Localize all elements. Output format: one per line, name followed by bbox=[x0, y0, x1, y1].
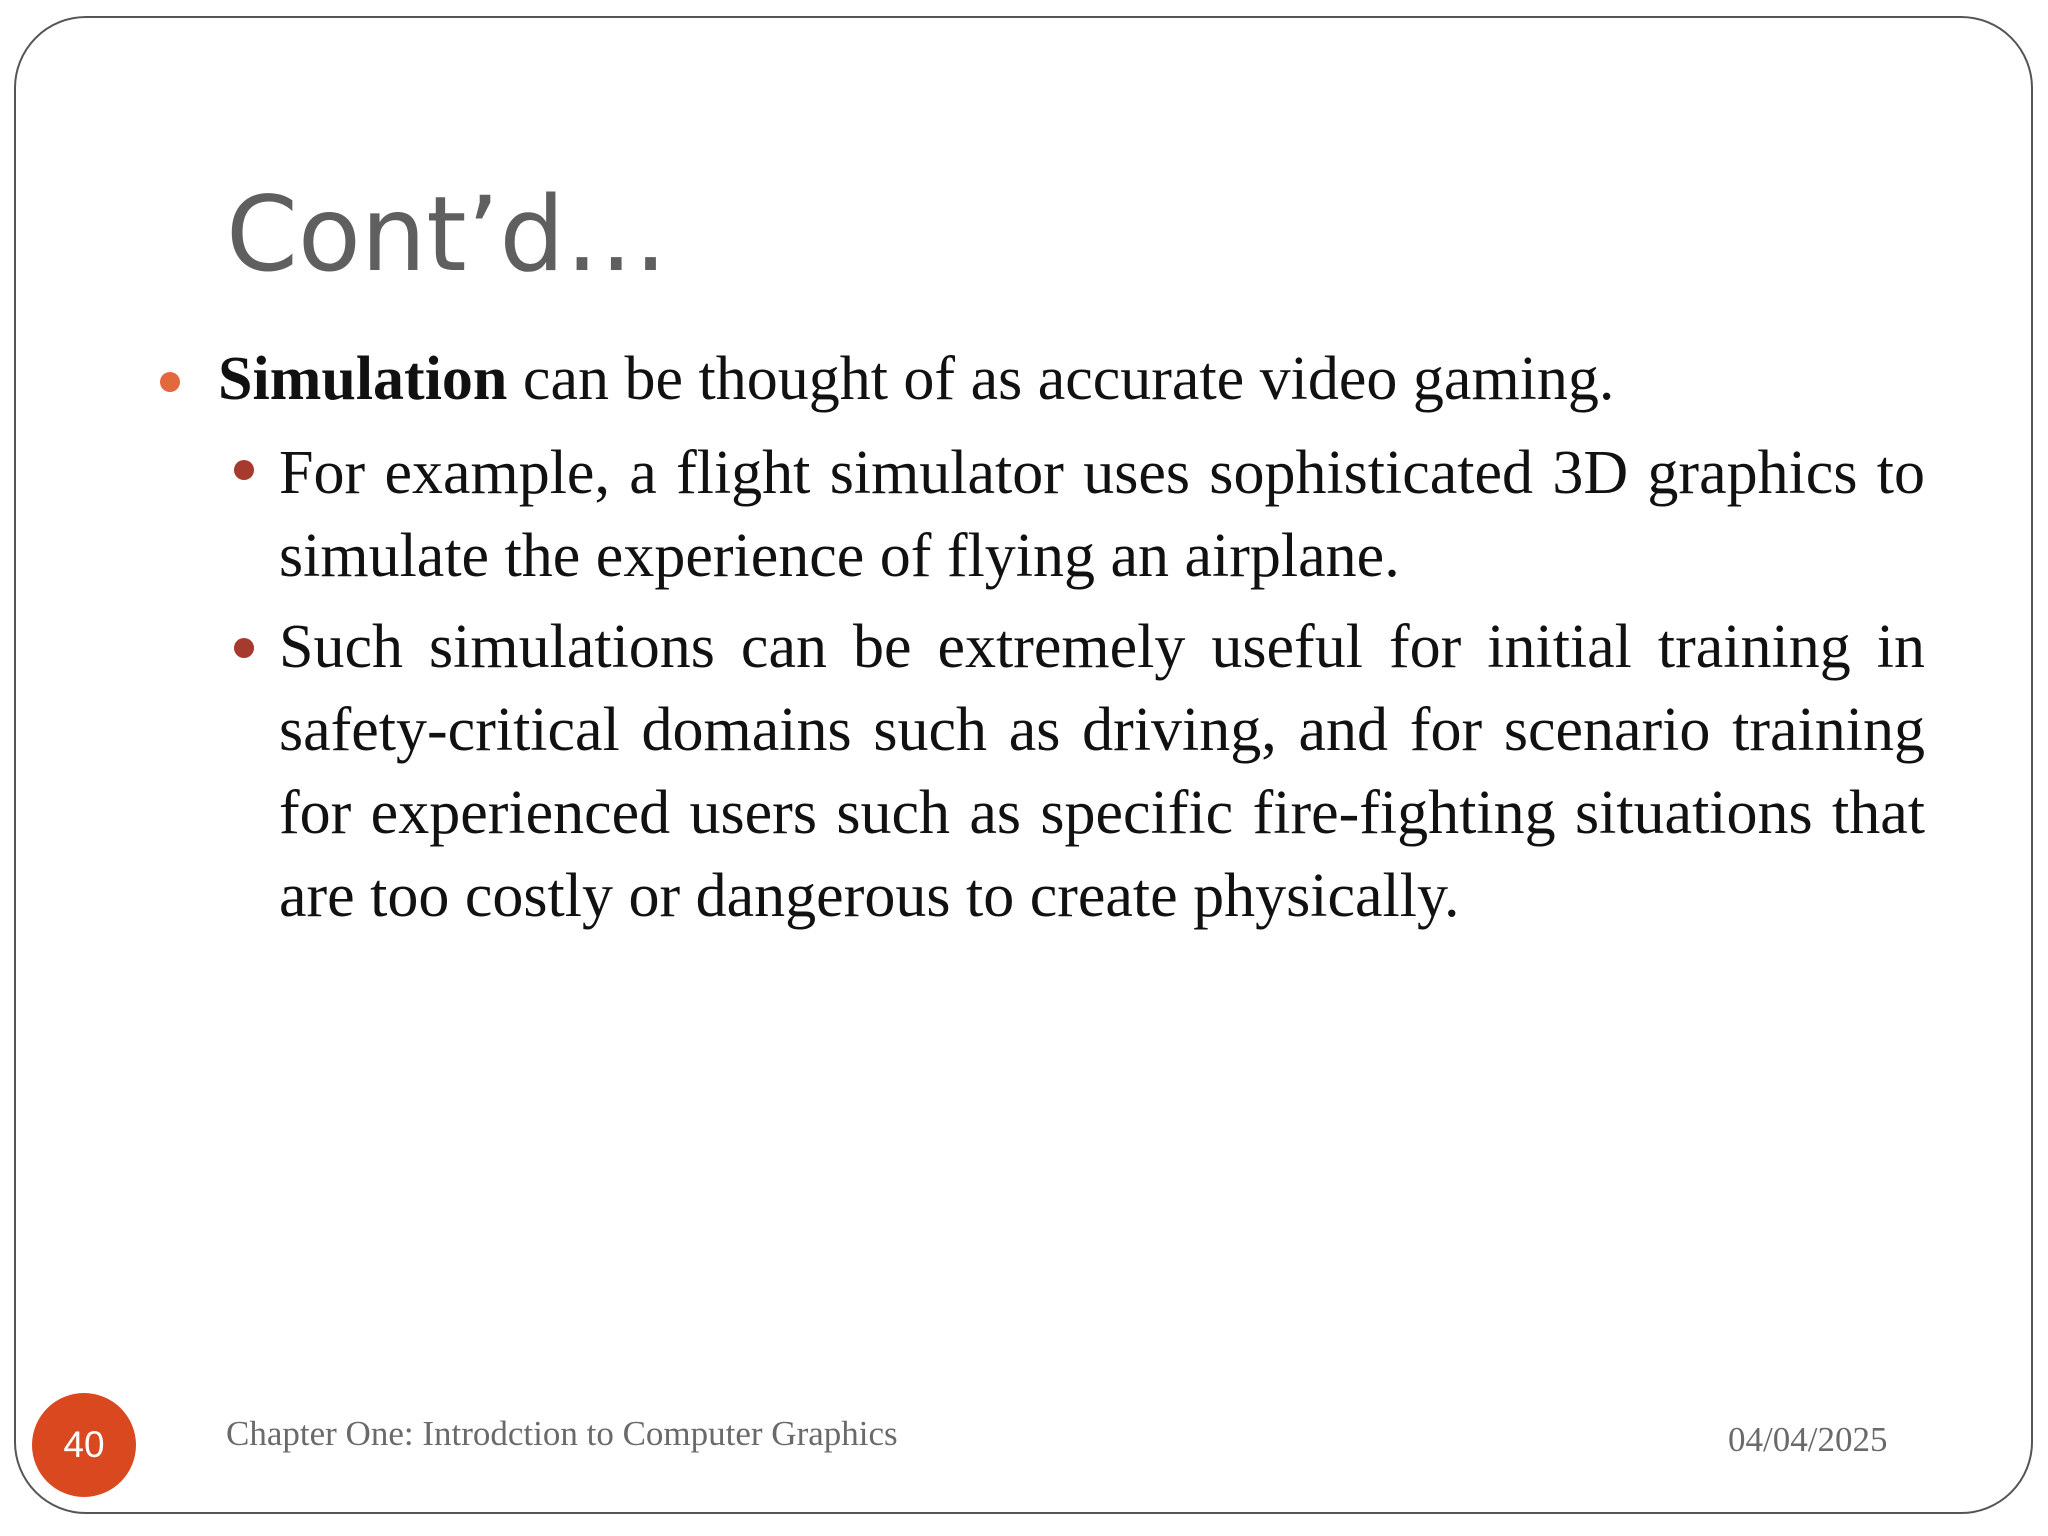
footer-chapter: Chapter One: Introdction to Computer Graphics bbox=[226, 1414, 898, 1453]
bullet-text: can be thought of as accurate video gaming. bbox=[507, 345, 1615, 413]
sub-bullet-dot-icon bbox=[234, 638, 254, 658]
sub-bullet-example: For example, a flight simulator uses sophisticated 3D graphics to simulate the experience of flying an airplane. bbox=[279, 439, 1925, 590]
page-number-badge bbox=[32, 1393, 136, 1497]
sub-bullet-usefulness: Such simulations can be extremely useful for initial training in safety-critical domains such as driving, and for scenario training for experienced users such as specific fire-fighting situations that are too costly or dangerous to create physically. bbox=[279, 613, 1925, 930]
page-number: 40 bbox=[63, 1424, 105, 1465]
bullet-level-1 bbox=[218, 338, 1938, 420]
bullet-bold-term: Simulation bbox=[218, 345, 508, 413]
sub-bullet-dot-icon bbox=[234, 460, 254, 480]
footer-date: 04/04/2025 bbox=[1728, 1420, 1888, 1459]
bullet-dot-icon bbox=[160, 372, 180, 392]
slide-title: Cont’d… bbox=[226, 175, 668, 295]
